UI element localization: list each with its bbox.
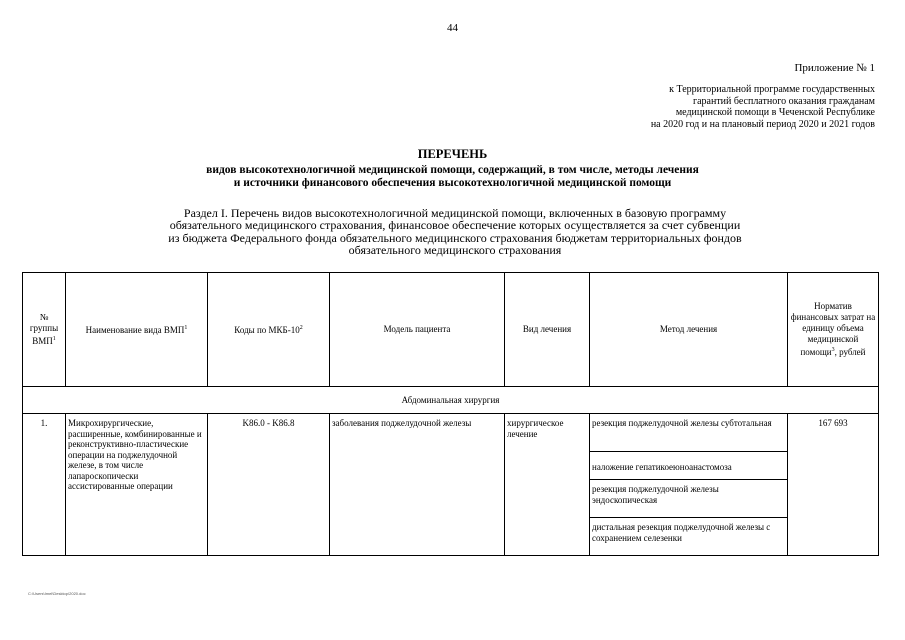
header-treatment-method: Метод лечения bbox=[590, 273, 788, 387]
appendix-line: к Территориальной программе государственных bbox=[669, 84, 875, 95]
header-icd-codes: Коды по МКБ-$10^2$ bbox=[208, 273, 330, 387]
header-group-number: № группы ВМП$^1$ bbox=[23, 273, 66, 387]
section-line: обязательного медицинского страхования, финансовое обеспечение которых осуществляется за счет субвенции bbox=[169, 218, 741, 233]
document-subtitle bbox=[0, 164, 905, 189]
row-method: дистальная резекция поджелудочной железы с сохранением селезенки bbox=[590, 518, 788, 556]
row-method: резекция поджелудочной железы эндоскопическая bbox=[590, 480, 788, 518]
file-path-footer: C:\Users\Imel\Desktop\2020.doc bbox=[28, 591, 86, 596]
section-line: Раздел I. Перечень видов высокотехнологичной медицинской помощи, включенных в базовую программу bbox=[183, 206, 727, 220]
section-line: обязательного медицинского страхования bbox=[348, 242, 562, 257]
appendix-line: на 2020 год и на плановый период 2020 и 2021 годов bbox=[650, 118, 875, 130]
header-cost-norm: Норматив финансовых затрат на единицу объема медицинской помощи$^3$, рублей bbox=[788, 273, 879, 387]
table-group-row bbox=[23, 387, 879, 414]
table-row bbox=[23, 414, 879, 452]
row-number: 1. bbox=[23, 414, 66, 556]
vmp-table bbox=[22, 272, 879, 556]
table-header-row bbox=[23, 273, 879, 387]
subtitle-line: и источники финансового обеспечения высокотехнологичной медицинской помощи bbox=[233, 176, 672, 189]
appendix-line: гарантий бесплатного оказания гражданам bbox=[692, 95, 875, 107]
appendix-title: Приложение № 1 bbox=[794, 62, 875, 74]
section-heading bbox=[60, 207, 850, 256]
document-title: ПЕРЕЧЕНЬ bbox=[417, 147, 488, 161]
row-method: наложение гепатикоеюноанастомоза bbox=[590, 452, 788, 480]
group-label: Абдоминальная хирургия bbox=[23, 387, 879, 414]
appendix-line: медицинской помощи в Чеченской Республике bbox=[675, 107, 875, 119]
section-line: из бюджета Федерального фонда обязательного медицинского страхования бюджетам территориальных фондов bbox=[168, 230, 742, 245]
row-treatment-type: хирургическое лечение bbox=[505, 414, 590, 556]
page-number: 44 bbox=[447, 22, 458, 34]
subtitle-line: видов высокотехнологичной медицинской помощи, содержащий, в том числе, методы лечения bbox=[206, 164, 699, 176]
header-treatment-type: Вид лечения bbox=[505, 273, 590, 387]
row-vmp-name: Микрохирургические, расширенные, комбинированные и реконструктивно-пластические операции на поджелудочной железе, в том числе лапароскопически ассистированные операции bbox=[66, 414, 208, 556]
appendix-subtitle bbox=[651, 84, 875, 130]
header-vmp-name: Наименование вида ВМП$^1$ bbox=[66, 273, 208, 387]
row-cost-norm: 167 693 bbox=[788, 414, 879, 556]
row-icd-codes: K86.0 - K86.8 bbox=[208, 414, 330, 556]
row-patient-model: заболевания поджелудочной железы bbox=[330, 414, 505, 556]
row-method: резекция поджелудочной железы субтотальная bbox=[590, 414, 788, 452]
header-patient-model: Модель пациента bbox=[330, 273, 505, 387]
